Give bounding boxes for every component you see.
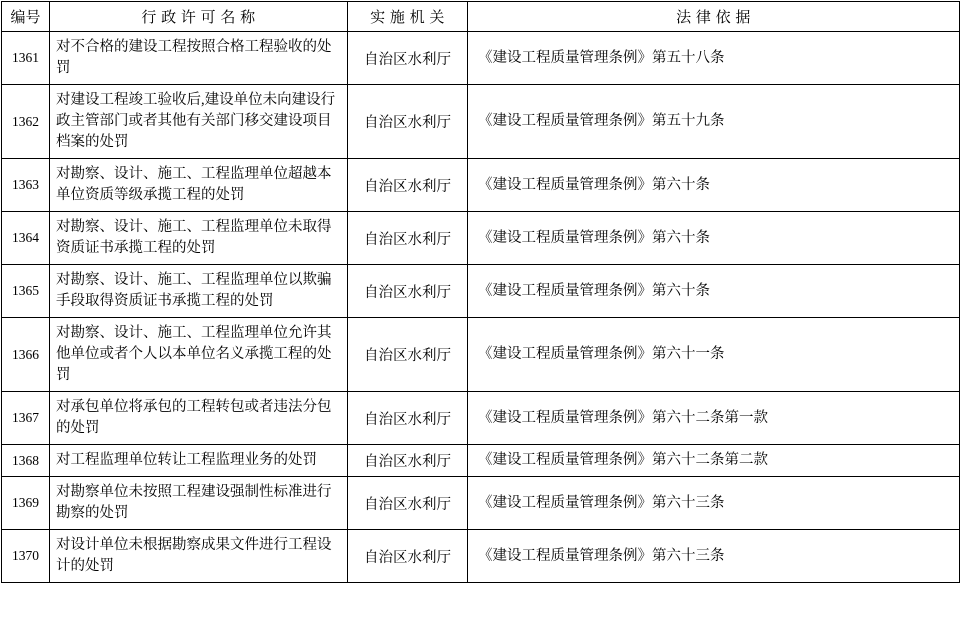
cell-permit-name: 对设计单位未根据勘察成果文件进行工程设计的处罚 [50,530,348,583]
column-header-permit-name: 行 政 许 可 名 称 [50,2,348,32]
cell-implementing-agency: 自治区水利厅 [348,477,468,530]
cell-number: 1364 [2,212,50,265]
cell-permit-name: 对建设工程竣工验收后,建设单位未向建设行政主管部门或者其他有关部门移交建设项目档案的处罚 [50,85,348,159]
cell-legal-basis: 《建设工程质量管理条例》第五十九条 [468,85,960,159]
cell-permit-name: 对勘察、设计、施工、工程监理单位以欺骗手段取得资质证书承揽工程的处罚 [50,265,348,318]
cell-number: 1368 [2,445,50,477]
cell-number: 1363 [2,159,50,212]
table-header-row [2,2,960,32]
cell-implementing-agency: 自治区水利厅 [348,318,468,392]
cell-implementing-agency: 自治区水利厅 [348,445,468,477]
table-row [2,212,960,265]
administrative-permit-table [1,1,960,583]
cell-permit-name: 对勘察、设计、施工、工程监理单位允许其他单位或者个人以本单位名义承揽工程的处罚 [50,318,348,392]
table-header [2,2,960,32]
table-row [2,477,960,530]
column-header-legal-basis: 法 律 依 据 [468,2,960,32]
cell-implementing-agency: 自治区水利厅 [348,530,468,583]
cell-legal-basis: 《建设工程质量管理条例》第六十三条 [468,477,960,530]
cell-implementing-agency: 自治区水利厅 [348,265,468,318]
column-header-number: 编号 [2,2,50,32]
cell-permit-name: 对工程监理单位转让工程监理业务的处罚 [50,445,348,477]
table-row [2,265,960,318]
cell-number: 1370 [2,530,50,583]
cell-number: 1366 [2,318,50,392]
cell-number: 1362 [2,85,50,159]
cell-legal-basis: 《建设工程质量管理条例》第六十条 [468,159,960,212]
table-body [2,32,960,583]
cell-legal-basis: 《建设工程质量管理条例》第六十条 [468,212,960,265]
cell-legal-basis: 《建设工程质量管理条例》第六十条 [468,265,960,318]
document-page [0,1,961,633]
table-row [2,530,960,583]
cell-legal-basis: 《建设工程质量管理条例》第六十一条 [468,318,960,392]
cell-implementing-agency: 自治区水利厅 [348,85,468,159]
cell-implementing-agency: 自治区水利厅 [348,32,468,85]
cell-legal-basis: 《建设工程质量管理条例》第五十八条 [468,32,960,85]
table-row [2,85,960,159]
table-row [2,159,960,212]
cell-legal-basis: 《建设工程质量管理条例》第六十三条 [468,530,960,583]
cell-number: 1365 [2,265,50,318]
cell-number: 1367 [2,392,50,445]
cell-implementing-agency: 自治区水利厅 [348,212,468,265]
cell-number: 1369 [2,477,50,530]
column-header-implementing-agency: 实 施 机 关 [348,2,468,32]
cell-number: 1361 [2,32,50,85]
cell-legal-basis: 《建设工程质量管理条例》第六十二条第一款 [468,392,960,445]
cell-permit-name: 对勘察、设计、施工、工程监理单位未取得资质证书承揽工程的处罚 [50,212,348,265]
table-row [2,445,960,477]
cell-legal-basis: 《建设工程质量管理条例》第六十二条第二款 [468,445,960,477]
cell-permit-name: 对承包单位将承包的工程转包或者违法分包的处罚 [50,392,348,445]
cell-implementing-agency: 自治区水利厅 [348,392,468,445]
table-row [2,32,960,85]
cell-permit-name: 对勘察单位未按照工程建设强制性标准进行勘察的处罚 [50,477,348,530]
cell-implementing-agency: 自治区水利厅 [348,159,468,212]
cell-permit-name: 对勘察、设计、施工、工程监理单位超越本单位资质等级承揽工程的处罚 [50,159,348,212]
table-row [2,392,960,445]
table-row [2,318,960,392]
cell-permit-name: 对不合格的建设工程按照合格工程验收的处罚 [50,32,348,85]
